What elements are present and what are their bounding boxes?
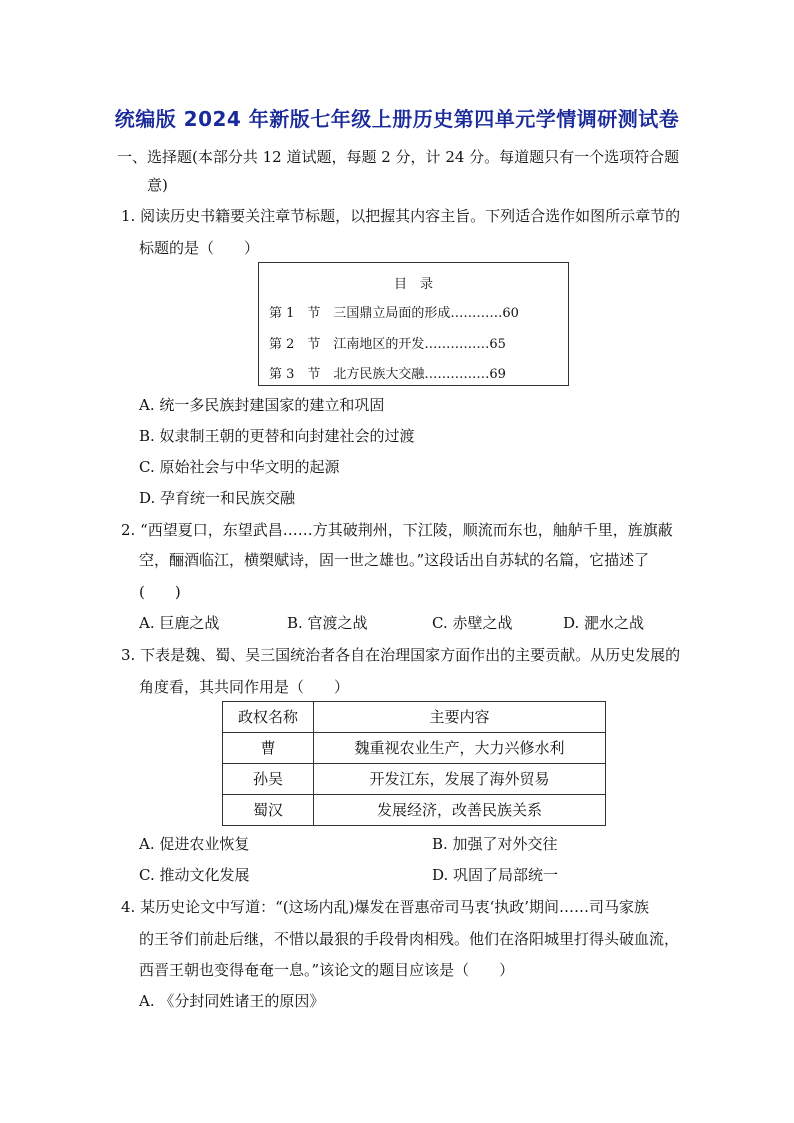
option-d: D. 巩固了局部统一 [432, 866, 559, 884]
option-d: D. 淝水之战 [563, 614, 645, 632]
table-of-contents [258, 262, 569, 386]
question-text: 角度看，其共同作用是（ ） [139, 678, 350, 696]
toc-heading: 目 录 [393, 277, 433, 292]
section-heading-cont: 意) [147, 176, 168, 194]
table-cell: 魏重视农业生产，大力兴修水利 [314, 733, 606, 764]
option-a: A. 《分封同姓诸王的原因》 [139, 992, 325, 1010]
option-a: A. 巨鹿之战 [139, 614, 220, 632]
question-text: 西晋王朝也变得奄奄一息。”该论文的题目应该是（ ） [139, 961, 515, 979]
option-b: B. 奴隶制王朝的更替和向封建社会的过渡 [139, 427, 415, 445]
option-a: A. 促进农业恢复 [139, 835, 250, 853]
option-c: C. 原始社会与中华文明的起源 [139, 458, 340, 476]
option-b: B. 加强了对外交往 [432, 835, 558, 853]
page-title: 统编版 2024 年新版七年级上册历史第四单元学情调研测试卷 [114, 107, 680, 131]
table-row [223, 733, 606, 764]
table-row [223, 764, 606, 795]
table-cell: 孙吴 [223, 764, 314, 795]
toc-row: 第 2 节 江南地区的开发……………65 [269, 337, 506, 352]
section-heading: 一、选择题(本部分共 12 道试题，每题 2 分，计 24 分。每道题只有一个选项符合题 [117, 148, 680, 166]
option-d: D. 孕育统一和民族交融 [139, 489, 296, 507]
table-header: 政权名称 [223, 702, 314, 733]
question-text: 1. 阅读历史书籍要关注章节标题，以把握其内容主旨。下列适合选作如图所示章节的 [121, 207, 681, 225]
data-table [222, 701, 606, 826]
question-text: 的王爷们前赴后继，不惜以最狠的手段骨肉相残。他们在洛阳城里打得头破血流， [139, 930, 680, 948]
table-cell: 开发江东，发展了海外贸易 [314, 764, 606, 795]
option-b: B. 官渡之战 [287, 614, 368, 632]
option-a: A. 统一多民族封建国家的建立和巩固 [139, 396, 385, 414]
table-header: 主要内容 [314, 702, 606, 733]
question-text: 2. “西望夏口，东望武昌……方其破荆州，下江陵，顺流而东也，舳舻千里，旌旗蔽 [121, 521, 673, 539]
question-text: 空，酾酒临江，横槊赋诗，固一世之雄也。”这段话出自苏轼的名篇，它描述了 [139, 551, 650, 569]
question-text: ( ) [139, 583, 181, 601]
question-text: 标题的是（ ） [139, 239, 260, 257]
toc-row: 第 3 节 北方民族大交融……………69 [269, 367, 506, 382]
option-c: C. 赤壁之战 [432, 614, 513, 632]
table-row [223, 795, 606, 826]
table-cell: 蜀汉 [223, 795, 314, 826]
toc-row: 第 1 节 三国鼎立局面的形成…………60 [269, 306, 519, 321]
table-cell: 发展经济，改善民族关系 [314, 795, 606, 826]
table-header-row [223, 702, 606, 733]
question-text: 3. 下表是魏、蜀、吴三国统治者各自在治理国家方面作出的主要贡献。从历史发展的 [121, 646, 681, 664]
option-c: C. 推动文化发展 [139, 866, 250, 884]
question-text: 4. 某历史论文中写道：“(这场内乱)爆发在晋惠帝司马衷‘执政’期间……司马家族 [121, 898, 649, 916]
table-cell: 曹 [223, 733, 314, 764]
